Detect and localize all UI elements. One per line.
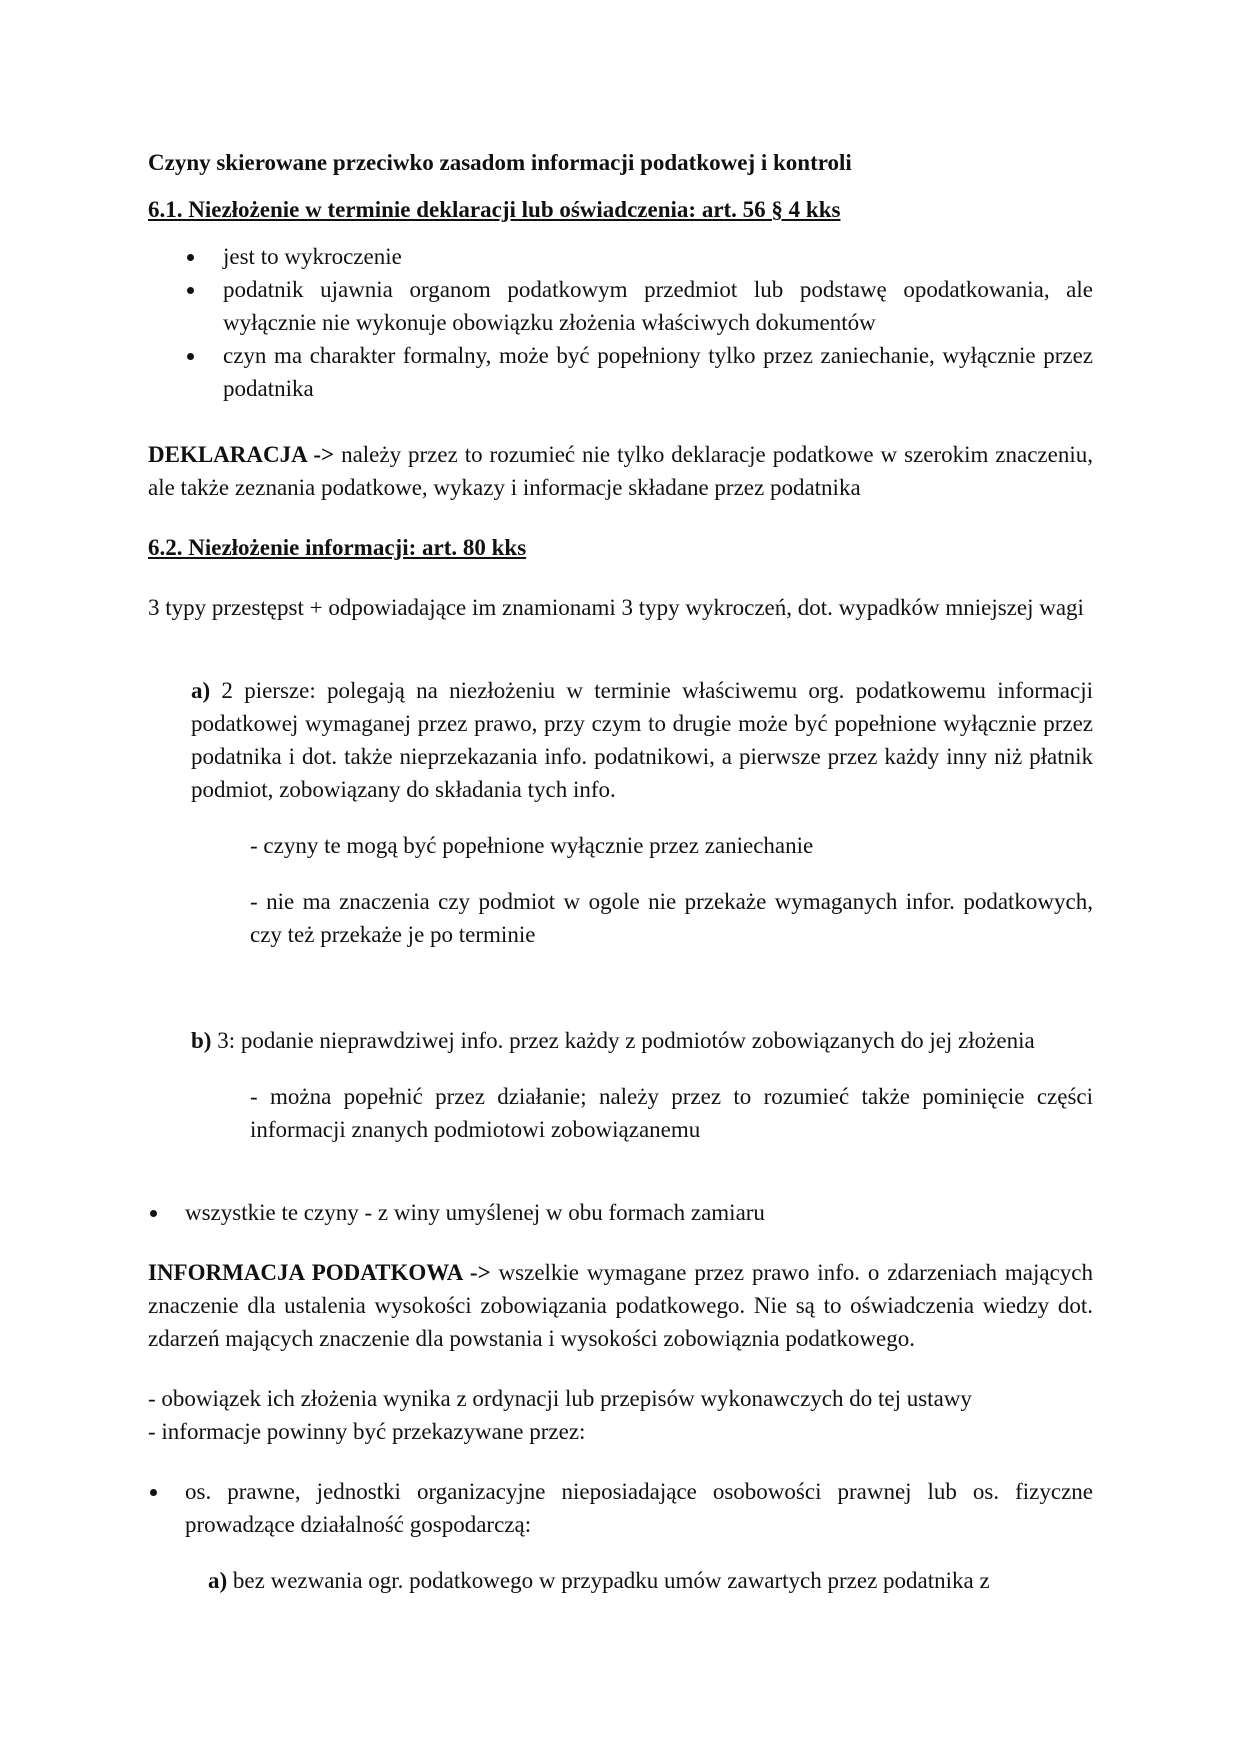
list-item-text: wszystkie te czyny - z winy umyślenej w obu formach zamiaru [185,1200,765,1225]
list-item [148,1196,1093,1229]
list-item [148,1475,1093,1541]
bullet-icon [150,1210,157,1217]
point-a-sub-1: - czyny te mogą być popełnione wyłącznie przez zaniechanie [250,833,814,858]
entities-bullet-list [148,1475,1093,1541]
bullet-icon [187,254,194,261]
list-item-text: os. prawne, jednostki organizacyjne nieposiadające osobowości prawnej lub os. fizyczne prowadzące działalność gospodarczą: [185,1479,1093,1537]
list-item-text: czyn ma charakter formalny, może być popełniony tylko przez zaniechanie, wyłącznie przez podatnika [223,343,1093,401]
point-a-text: 2 piersze: polegają na niezłożeniu w terminie właściwemu org. podatkowemu informacji podatkowej wymaganej przez prawo, przy czym to drugie może być popełnione wyłącznie przez podatnika i dot. także nieprzekazania info. podatnikowi, a pierwsze przez każdy inny niż płatnik podmiot, zobowiązany do składania tych info. [191,678,1093,802]
dash-line-2: - informacje powinny być przekazywane przez: [148,1419,586,1444]
list-item [148,339,1093,405]
section-2-intro: 3 typy przestępst + odpowiadające im znamionami 3 typy wykroczeń, dot. wypadków mniejszej wagi [148,595,1084,620]
definition-term: INFORMACJA PODATKOWA -> [148,1260,491,1285]
point-b-sub-1: - można popełnić przez działanie; należy przez to rozumieć także pominięcie części informacji znanych podmiotowi zobowiązanemu [250,1084,1093,1142]
section-heading-6-2: 6.2. Niezłożenie informacji: art. 80 kks [148,535,527,560]
list-item [148,240,1093,273]
point-b-label: b) [191,1028,212,1053]
bullet-icon [150,1489,157,1496]
definition-text: należy przez to rozumieć nie tylko deklaracje podatkowe w szerokim znaczeniu, ale także zeznania podatkowe, wykazy i informacje składane przez podatnika [148,442,1093,500]
summary-bullet-list [148,1196,1093,1229]
section-heading-6-1: 6.1. Niezłożenie w terminie deklaracji lub oświadczenia: art. 56 § 4 kks [148,197,841,222]
bullet-icon [187,353,194,360]
entities-point-a [208,1564,1093,1597]
definition-deklaracja [148,438,1093,504]
document-title: Czyny skierowane przeciwko zasadom informacji podatkowej i kontroli [148,150,852,175]
point-a [191,674,1093,806]
definition-term: DEKLARACJA -> [148,442,335,467]
point-b-text: 3: podanie nieprawdziwej info. przez każdy z podmiotów zobowiązanych do jej złożenia [211,1028,1035,1053]
point-a-label: a) [191,678,211,703]
document-page [148,146,1093,1620]
point-a-sub-2: - nie ma znaczenia czy podmiot w ogole nie przekaże wymaganych infor. podatkowych, czy też przekaże je po terminie [250,889,1093,947]
entities-point-a-text: bez wezwania ogr. podatkowego w przypadku umów zawartych przez podatnika z [227,1568,990,1593]
dash-line-1: - obowiązek ich złożenia wynika z ordynacji lub przepisów wykonawczych do tej ustawy [148,1386,972,1411]
list-item-text: podatnik ujawnia organom podatkowym przedmiot lub podstawę opodatkowania, ale wyłącznie nie wykonuje obowiązku złożenia właściwych dokumentów [223,277,1093,335]
point-b [191,1024,1093,1057]
entities-point-a-label: a) [208,1568,228,1593]
list-item [148,273,1093,339]
definition-text: wszelkie wymagane przez prawo info. o zdarzeniach mających znaczenie dla ustalenia wysokości zobowiązania podatkowego. Nie są to oświadczenia wiedzy dot. zdarzeń mających znaczenie dla powstania i wysokości zobowiąznia podatkowego. [148,1260,1093,1351]
definition-informacja-podatkowa [148,1256,1093,1355]
list-item-text: jest to wykroczenie [223,244,402,269]
bullet-icon [187,287,194,294]
section-1-bullet-list [148,240,1093,405]
